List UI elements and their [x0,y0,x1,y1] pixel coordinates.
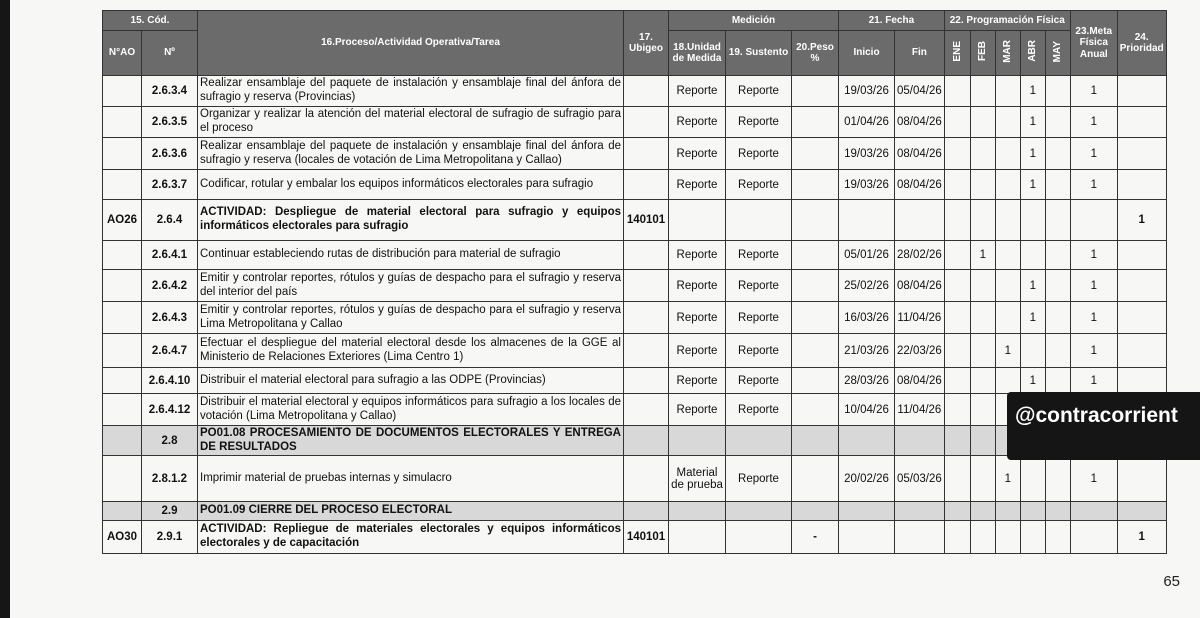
cell-unidad: Reporte [669,302,726,334]
cell-ene [944,426,970,456]
cell-n: 2.9 [142,502,198,521]
cell-n: 2.6.4.10 [142,368,198,394]
cell-sustento: Reporte [726,170,792,200]
cell-abr: 1 [1020,76,1045,107]
cell-inicio: 25/02/26 [839,270,895,302]
cell-description: Distribuir el material electoral y equipos informáticos para sufragio a los locales de votación (Lima Metropolitana y Callao) [198,394,624,426]
cell-sustento [726,521,792,554]
cell-feb [970,200,995,241]
cell-abr [1020,241,1045,270]
cell-may [1045,107,1070,138]
cell-inicio [839,426,895,456]
cell-feb [970,107,995,138]
cell-feb [970,138,995,170]
table-row [103,302,1167,334]
cell-sustento: Reporte [726,76,792,107]
header-nao: N°AO [103,31,142,76]
cell-abr: 1 [1020,170,1045,200]
cell-mar [995,502,1020,521]
cell-meta: 1 [1070,270,1117,302]
cell-ubigeo [624,456,669,502]
table-row [103,241,1167,270]
cell-nao [103,107,142,138]
cell-mar [995,76,1020,107]
cell-unidad [669,521,726,554]
cell-ene [944,302,970,334]
cell-feb [970,334,995,368]
cell-mar: 1 [995,334,1020,368]
cell-ubigeo: 140101 [624,200,669,241]
cell-nao [103,426,142,456]
section-row [103,502,1167,521]
cell-abr [1020,502,1045,521]
cell-sustento: Reporte [726,368,792,394]
header-month-ene: ENE [944,31,970,76]
cell-meta [1070,521,1117,554]
cell-peso [792,368,839,394]
cell-fin: 08/04/26 [895,138,945,170]
cell-ubigeo: 140101 [624,521,669,554]
cell-n: 2.6.3.6 [142,138,198,170]
cell-n: 2.6.3.5 [142,107,198,138]
cell-peso [792,241,839,270]
cell-peso [792,76,839,107]
planning-table [102,10,1167,554]
cell-inicio: 10/04/26 [839,394,895,426]
cell-description: PO01.08 PROCESAMIENTO DE DOCUMENTOS ELECTORALES Y ENTREGA DE RESULTADOS [198,426,624,456]
cell-may [1045,138,1070,170]
cell-inicio: 19/03/26 [839,170,895,200]
cell-description: Emitir y controlar reportes, rótulos y guías de despacho para el sufragio y reserva Lima Metropolitana y Callao [198,302,624,334]
cell-unidad: Reporte [669,76,726,107]
cell-ene [944,334,970,368]
cell-unidad: Reporte [669,368,726,394]
cell-unidad [669,502,726,521]
cell-ubigeo [624,426,669,456]
cell-n: 2.8 [142,426,198,456]
cell-feb [970,426,995,456]
cell-nao [103,502,142,521]
cell-description: Codificar, rotular y embalar los equipos informáticos electorales para sufragio [198,170,624,200]
cell-ubigeo [624,107,669,138]
cell-abr: 1 [1020,302,1045,334]
table-row [103,334,1167,368]
cell-ubigeo [624,394,669,426]
cell-fin: 28/02/26 [895,241,945,270]
cell-may [1045,334,1070,368]
cell-n: 2.6.4.12 [142,394,198,426]
cell-unidad: Reporte [669,334,726,368]
cell-description: Organizar y realizar la atención del material electoral de sufragio de sufragio para el proceso [198,107,624,138]
cell-unidad: Reporte [669,107,726,138]
cell-mar [995,170,1020,200]
header-proceso: 16.Proceso/Actividad Operativa/Tarea [198,11,624,76]
header-unidad: 18.Unidad de Medida [669,31,726,76]
cell-description: Continuar estableciendo rutas de distribución para material de sufragio [198,241,624,270]
header-month-mar: MAR [995,31,1020,76]
cell-prioridad: 1 [1117,521,1166,554]
cell-fin: 22/03/26 [895,334,945,368]
cell-n: 2.6.4.7 [142,334,198,368]
cell-unidad: Reporte [669,394,726,426]
cell-abr [1020,456,1045,502]
cell-sustento [726,426,792,456]
cell-ene [944,200,970,241]
cell-unidad [669,200,726,241]
cell-may [1045,302,1070,334]
table-row [103,107,1167,138]
cell-mar [995,241,1020,270]
cell-nao: AO26 [103,200,142,241]
cell-mar [995,368,1020,394]
cell-abr: 1 [1020,368,1045,394]
cell-ene [944,170,970,200]
cell-feb [970,170,995,200]
cell-abr: 1 [1020,138,1045,170]
cell-abr [1020,334,1045,368]
cell-peso [792,502,839,521]
header-ubigeo: 17. Ubigeo [624,11,669,76]
cell-unidad: Reporte [669,241,726,270]
cell-may [1045,368,1070,394]
cell-feb [970,76,995,107]
cell-ene [944,521,970,554]
cell-feb [970,270,995,302]
cell-fin [895,502,945,521]
cell-n: 2.6.4.3 [142,302,198,334]
cell-peso [792,170,839,200]
header-cod: 15. Cód. [103,11,198,31]
cell-description: Imprimir material de pruebas internas y simulacro [198,456,624,502]
cell-description: ACTIVIDAD: Despliegue de material electoral para sufragio y equipos informáticos electorales para sufragio [198,200,624,241]
cell-peso [792,426,839,456]
cell-description: ACTIVIDAD: Repliegue de materiales electorales y equipos informáticos electorales y de capacitación [198,521,624,554]
cell-description: Realizar ensamblaje del paquete de instalación y ensamblaje final del ánfora de sufragio y reserva (locales de votación de Lima Metropolitana y Callao) [198,138,624,170]
cell-ene [944,138,970,170]
cell-n: 2.9.1 [142,521,198,554]
cell-feb [970,368,995,394]
cell-inicio: 20/02/26 [839,456,895,502]
cell-n: 2.6.3.7 [142,170,198,200]
cell-may [1045,502,1070,521]
cell-peso [792,107,839,138]
cell-prioridad [1117,502,1166,521]
watermark-badge [1007,392,1200,460]
cell-inicio: 28/03/26 [839,368,895,394]
cell-peso [792,394,839,426]
cell-sustento: Reporte [726,394,792,426]
cell-sustento [726,200,792,241]
cell-feb [970,456,995,502]
cell-prioridad: 1 [1117,200,1166,241]
cell-mar [995,107,1020,138]
cell-prioridad [1117,368,1166,394]
cell-meta: 1 [1070,334,1117,368]
cell-ene [944,270,970,302]
cell-mar [995,302,1020,334]
cell-description: Emitir y controlar reportes, rótulos y guías de despacho para el sufragio y reserva del interior del país [198,270,624,302]
cell-may [1045,521,1070,554]
cell-ubigeo [624,138,669,170]
cell-mar [995,200,1020,241]
cell-inicio: 01/04/26 [839,107,895,138]
cell-meta: 1 [1070,302,1117,334]
cell-abr [1020,200,1045,241]
cell-may [1045,270,1070,302]
cell-meta [1070,502,1117,521]
cell-description: Distribuir el material electoral para sufragio a las ODPE (Provincias) [198,368,624,394]
cell-ubigeo [624,76,669,107]
cell-fin [895,200,945,241]
header-peso: 20.Peso % [792,31,839,76]
cell-peso [792,456,839,502]
cell-peso [792,270,839,302]
cell-inicio: 21/03/26 [839,334,895,368]
cell-nao [103,334,142,368]
cell-inicio: 19/03/26 [839,138,895,170]
cell-ubigeo [624,502,669,521]
cell-feb [970,302,995,334]
cell-fin: 05/03/26 [895,456,945,502]
cell-fin: 08/04/26 [895,368,945,394]
cell-fin: 08/04/26 [895,107,945,138]
cell-meta: 1 [1070,170,1117,200]
cell-inicio: 16/03/26 [839,302,895,334]
cell-meta: 1 [1070,368,1117,394]
cell-prioridad [1117,241,1166,270]
cell-n: 2.6.3.4 [142,76,198,107]
cell-ene [944,368,970,394]
cell-abr [1020,521,1045,554]
header-n: Nº [142,31,198,76]
cell-inicio: 05/01/26 [839,241,895,270]
table-row [103,138,1167,170]
cell-peso: - [792,521,839,554]
cell-feb [970,521,995,554]
cell-feb [970,394,995,426]
cell-nao [103,241,142,270]
cell-inicio: 19/03/26 [839,76,895,107]
watermark-text: @contracorrient [1015,404,1178,427]
cell-sustento: Reporte [726,334,792,368]
cell-nao [103,302,142,334]
cell-mar [995,270,1020,302]
header-medicion: Medición [669,11,839,31]
cell-unidad: Reporte [669,138,726,170]
cell-meta: 1 [1070,107,1117,138]
table-row [103,270,1167,302]
cell-ene [944,394,970,426]
activity-row [103,521,1167,554]
cell-meta: 1 [1070,76,1117,107]
cell-ene [944,456,970,502]
cell-fin: 11/04/26 [895,302,945,334]
header-fin: Fin [895,31,945,76]
cell-unidad [669,426,726,456]
cell-nao [103,368,142,394]
header-month-abr: ABR [1020,31,1045,76]
cell-may [1045,456,1070,502]
header-prioridad: 24. Prioridad [1117,11,1166,76]
cell-mar: 1 [995,456,1020,502]
cell-ubigeo [624,170,669,200]
header-fecha: 21. Fecha [839,11,945,31]
cell-meta: 1 [1070,241,1117,270]
cell-n: 2.8.1.2 [142,456,198,502]
cell-sustento: Reporte [726,456,792,502]
header-programacion: 22. Programación Física [944,11,1070,31]
header-inicio: Inicio [839,31,895,76]
cell-abr: 1 [1020,270,1045,302]
cell-prioridad [1117,456,1166,502]
cell-n: 2.6.4.1 [142,241,198,270]
cell-nao [103,270,142,302]
cell-prioridad [1117,302,1166,334]
table-row [103,76,1167,107]
cell-fin [895,426,945,456]
cell-may [1045,200,1070,241]
cell-unidad: Reporte [669,170,726,200]
cell-feb: 1 [970,241,995,270]
cell-nao [103,76,142,107]
cell-sustento: Reporte [726,302,792,334]
cell-fin [895,521,945,554]
cell-peso [792,334,839,368]
cell-sustento: Reporte [726,241,792,270]
cell-unidad: Material de prueba [669,456,726,502]
header-month-feb: FEB [970,31,995,76]
cell-peso [792,138,839,170]
cell-may [1045,241,1070,270]
cell-mar [995,521,1020,554]
cell-nao: AO30 [103,521,142,554]
cell-ubigeo [624,302,669,334]
cell-ubigeo [624,368,669,394]
cell-unidad: Reporte [669,270,726,302]
cell-ene [944,76,970,107]
cell-prioridad [1117,270,1166,302]
cell-inicio [839,502,895,521]
cell-may [1045,76,1070,107]
cell-inicio [839,521,895,554]
cell-meta [1070,200,1117,241]
cell-may [1045,170,1070,200]
cell-ubigeo [624,270,669,302]
cell-fin: 05/04/26 [895,76,945,107]
table-row [103,368,1167,394]
cell-nao [103,456,142,502]
header-sustento: 19. Sustento [726,31,792,76]
page-number: 65 [1163,573,1180,590]
cell-sustento: Reporte [726,138,792,170]
cell-nao [103,138,142,170]
cell-inicio [839,200,895,241]
cell-n: 2.6.4 [142,200,198,241]
cell-description: Efectuar el despliegue del material electoral desde los almacenes de la GGE al Ministerio de Relaciones Exteriores (Lima Centro 1) [198,334,624,368]
cell-sustento: Reporte [726,270,792,302]
cell-prioridad [1117,138,1166,170]
cell-ubigeo [624,334,669,368]
header-meta: 23.Meta Física Anual [1070,11,1117,76]
cell-prioridad [1117,334,1166,368]
cell-prioridad [1117,170,1166,200]
cell-sustento [726,502,792,521]
cell-peso [792,302,839,334]
cell-prioridad [1117,107,1166,138]
table-row [103,170,1167,200]
table-row [103,456,1167,502]
cell-ene [944,107,970,138]
cell-sustento: Reporte [726,107,792,138]
cell-n: 2.6.4.2 [142,270,198,302]
cell-meta: 1 [1070,138,1117,170]
cell-description: Realizar ensamblaje del paquete de instalación y ensamblaje final del ánfora de sufragio y reserva (Provincias) [198,76,624,107]
cell-ene [944,502,970,521]
cell-ubigeo [624,241,669,270]
cell-abr: 1 [1020,107,1045,138]
left-dark-edge [0,0,10,618]
cell-mar [995,138,1020,170]
cell-fin: 08/04/26 [895,170,945,200]
cell-prioridad [1117,76,1166,107]
cell-feb [970,502,995,521]
cell-meta: 1 [1070,456,1117,502]
activity-row [103,200,1167,241]
cell-fin: 08/04/26 [895,270,945,302]
cell-nao [103,170,142,200]
cell-description: PO01.09 CIERRE DEL PROCESO ELECTORAL [198,502,624,521]
cell-nao [103,394,142,426]
cell-fin: 11/04/26 [895,394,945,426]
header-month-may: MAY [1045,31,1070,76]
table-header [103,11,1167,76]
cell-peso [792,200,839,241]
cell-ene [944,241,970,270]
table-body [103,76,1167,554]
